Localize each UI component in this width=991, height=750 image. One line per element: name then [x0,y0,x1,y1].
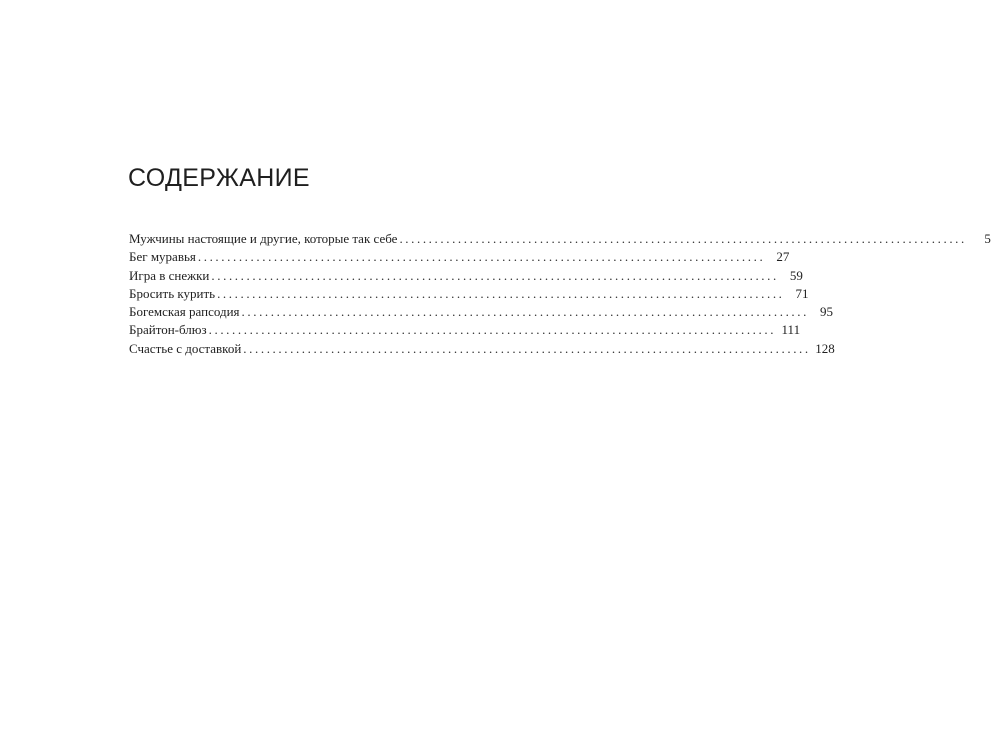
table-of-contents [129,230,991,358]
toc-dot-leader: ................................................................................................. [217,285,785,301]
toc-page-number: 27 [776,249,790,265]
toc-entry-title: Счастье с доставкой [129,340,242,356]
toc-entry[interactable] [129,303,833,321]
toc-dot-leader: ................................................................................................. [208,322,777,338]
toc-entry[interactable] [129,321,801,339]
toc-dot-leader: ................................................................................................. [243,340,811,356]
toc-dot-leader: ................................................................................................. [211,267,779,283]
toc-page-number: 5 [984,231,991,246]
page-title: СОДЕРЖАНИЕ [128,164,310,192]
toc-dot-leader: ................................................................................................. [241,304,809,320]
toc-entry[interactable] [129,340,835,358]
toc-entry[interactable] [129,248,790,266]
toc-entry-title: Игра в снежки [129,267,210,283]
toc-entry[interactable] [129,230,991,248]
toc-dot-leader: ................................................................................................. [399,231,967,246]
toc-entry[interactable] [129,285,809,303]
toc-entry[interactable] [129,267,803,285]
toc-page-number: 59 [789,267,803,283]
toc-page-number: 71 [795,285,809,301]
toc-page-number: 111 [781,322,801,338]
toc-page-number: 95 [819,304,833,320]
toc-entry-title: Богемская рапсодия [129,304,240,320]
toc-dot-leader: ................................................................................................. [197,249,766,265]
toc-entry-title: Брайтон-блюз [129,322,207,338]
toc-entry-title: Бросить курить [129,285,216,301]
toc-page-number: 128 [815,340,835,356]
toc-entry-title: Бег муравья [129,249,196,265]
toc-entry-title: Мужчины настоящие и другие, которые так себе [129,231,398,246]
